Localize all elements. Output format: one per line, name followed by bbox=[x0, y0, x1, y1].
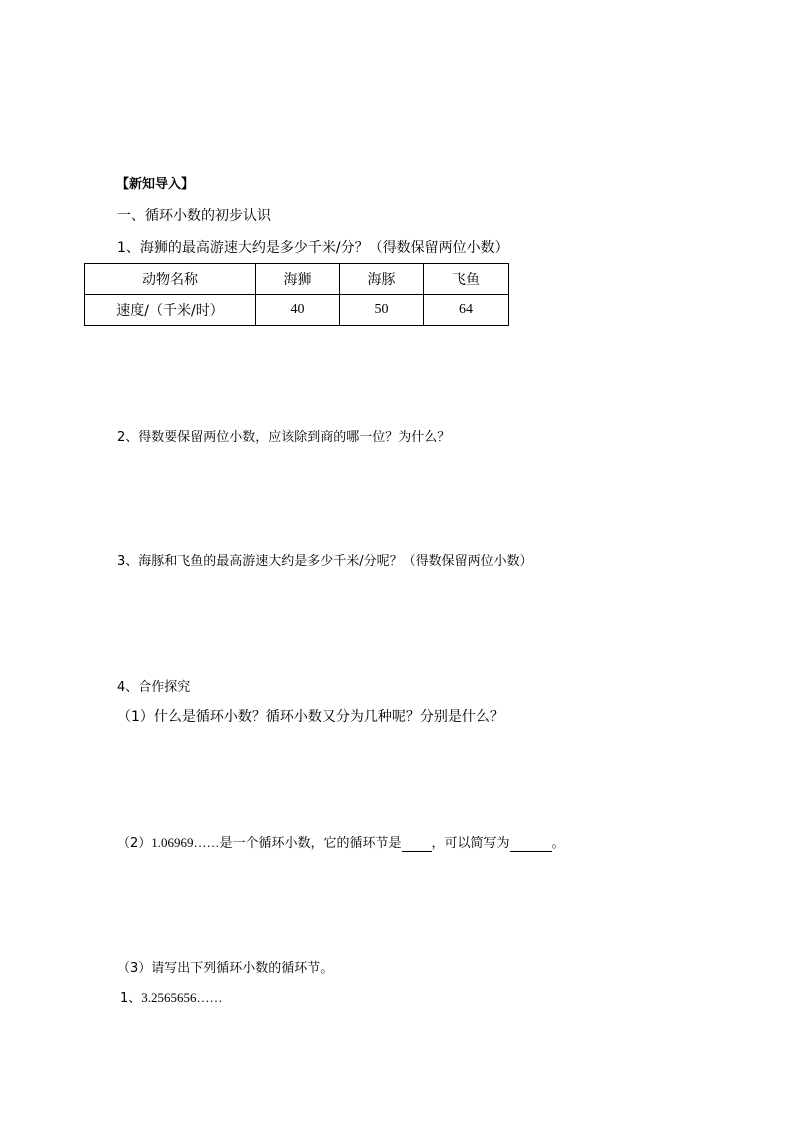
item-1 bbox=[120, 990, 223, 1007]
answer-blank-1[interactable] bbox=[402, 837, 432, 852]
section-title: 【新知导入】 bbox=[116, 177, 195, 192]
part-heading: 一、循环小数的初步认识 bbox=[117, 208, 271, 224]
table-header-cell: 飞鱼 bbox=[424, 264, 509, 295]
table-row-label: 速度/（千米/时） bbox=[85, 295, 256, 326]
table-cell: 40 bbox=[256, 295, 340, 326]
table-cell: 50 bbox=[340, 295, 424, 326]
q4-2-prefix: （2） bbox=[117, 836, 152, 851]
question-1: 1、海狮的最高游速大约是多少千米/分？（得数保留两位小数） bbox=[117, 240, 509, 256]
question-4: 4、合作探究 bbox=[117, 680, 191, 695]
q4-2-text: 是一个循环小数，它的循环节是 bbox=[219, 836, 402, 851]
speed-table bbox=[84, 263, 509, 326]
table-header-row bbox=[85, 264, 509, 295]
table-header-cell: 海豚 bbox=[340, 264, 424, 295]
question-3: 3、海豚和飞鱼的最高游速大约是多少千米/分呢？（得数保留两位小数） bbox=[117, 554, 533, 569]
q4-2-text-2: ，可以简写为 bbox=[431, 836, 510, 851]
q4-2-end: 。 bbox=[551, 836, 565, 851]
question-2: 2、得数要保留两位小数，应该除到商的哪一位？为什么？ bbox=[117, 430, 451, 445]
item-1-label: 1、 bbox=[120, 991, 142, 1006]
question-4-3: （3）请写出下列循环小数的循环节。 bbox=[117, 961, 334, 976]
q4-2-number: 1.06969…… bbox=[151, 835, 220, 850]
table-row bbox=[85, 295, 509, 326]
table-header-cell: 动物名称 bbox=[85, 264, 256, 295]
item-1-number: 3.2565656…… bbox=[141, 990, 223, 1005]
question-4-1: （1）什么是循环小数？循环小数又分为几种呢？分别是什么？ bbox=[117, 709, 504, 725]
table-cell: 64 bbox=[424, 295, 509, 326]
answer-blank-2[interactable] bbox=[510, 837, 552, 852]
question-4-2 bbox=[117, 835, 565, 852]
table-header-cell: 海狮 bbox=[256, 264, 340, 295]
